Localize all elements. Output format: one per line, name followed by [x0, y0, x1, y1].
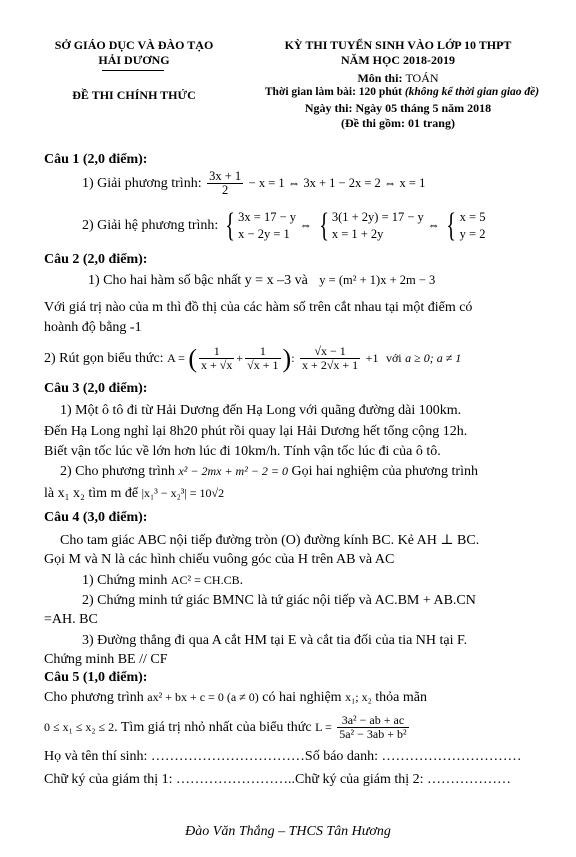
q1-part1	[82, 163, 425, 204]
q2-plus: +	[236, 351, 244, 365]
q1-iff-1: ⇔	[299, 218, 312, 232]
q1-p1-label: 1) Giải phương trình:	[82, 176, 202, 191]
q2-colon: :	[291, 351, 295, 365]
q5-fraction: $\frac{\text{3a² − ab + ac}}{\text{5a² − 3ab + b²}}$	[339, 713, 407, 742]
page-count: (Đề thi gồm: 01 trang)	[341, 116, 455, 130]
q1-p1-num: 3x + 1	[209, 168, 242, 183]
province-name: HẢI DƯƠNG	[98, 53, 170, 67]
subject-label: Môn thi:	[357, 71, 403, 85]
q4-line6: 3) Đường thẳng đi qua A cắt HM tại E và cắt tia đối của tia NH tại F.	[82, 633, 468, 648]
exam-title: KỲ THI TUYỂN SINH VÀO LỚP 10 THPT	[284, 38, 512, 52]
q2-paren-close: )	[282, 343, 292, 373]
q2-condition: a ≥ 0; a ≠ 1	[405, 351, 462, 365]
q2-part1	[88, 273, 435, 289]
q3-p1-line1: 1) Một ô tô đi từ Hải Dương đến Hạ Long với quãng đường dài 100km.	[60, 403, 462, 418]
q1-p1-rest: − x = 1 ⇔ 3x + 1 − 2x = 2 ⇔ x = 1	[248, 176, 426, 190]
candidate-info-line: Họ và tên thí sinh: ……………………………Số báo danh: …………………………	[44, 749, 522, 764]
q2-p1-line3: hoành độ bằng -1	[44, 320, 142, 335]
q2-p1-formula: y = (m² + 1)x + 2m − 3	[319, 273, 436, 287]
q5-title: Câu 5 (1,0 điểm):	[44, 670, 148, 685]
time-label: Thời gian làm bài: 120 phút	[264, 86, 402, 98]
q1-brace-2: {	[318, 206, 329, 244]
q2-p1-line2: Với giá trị nào của m thì đồ thị của các hàm số trên cắt nhau tại một điểm có	[44, 300, 473, 315]
q1-system-1: 3x = 17 − y x − 2y = 1	[238, 209, 296, 241]
school-year: NĂM HỌC 2018-2019	[341, 53, 455, 67]
q2-p1-text: 1) Cho hai hàm số bậc nhất y = x –3 và	[88, 273, 308, 288]
q3-title: Câu 3 (2,0 điểm):	[44, 381, 148, 396]
q2-title: Câu 2 (2,0 điểm):	[44, 252, 148, 267]
time-line	[242, 86, 562, 98]
author-credit: Đào Văn Thắng – THCS Tân Hương	[185, 824, 391, 839]
q4-line4: 2) Chứng minh tứ giác BMNC là tứ giác nội tiếp và AC.BM + AB.CN	[82, 593, 476, 608]
q3-condition: |x₁³ − x₂³| = 10√2	[141, 486, 225, 500]
q3-p1-line3: Biết vận tốc lúc về lớn hơn lúc đi 10km/h. Tính vận tốc lúc đi của ô tô.	[44, 444, 441, 459]
q2-paren-open: (	[188, 343, 198, 373]
q5-condition: 0 ≤ x₁ ≤ x₂ ≤ 2	[44, 720, 115, 734]
q1-system-2: 3(1 + 2y) = 17 − y x = 1 + 2y	[331, 209, 424, 241]
header-divider	[102, 70, 164, 71]
q5-equation: ax² + bx + c = 0 (a ≠ 0)	[147, 690, 259, 704]
q3-equation: x² − 2mx + m² − 2 = 0	[178, 464, 289, 478]
q1-p1-fraction	[207, 170, 243, 199]
q4-line2: Gọi M và N là các hình chiếu vuông góc của H trên AB và AC	[44, 552, 395, 567]
subject-line	[248, 71, 548, 86]
q2-p2-A: A =	[167, 351, 185, 365]
time-note: (không kể thời gian giao đề)	[404, 86, 540, 98]
q4-formula: AC² = CH.CB	[170, 573, 240, 587]
q2-tail: +1	[365, 351, 379, 365]
q3-p1-line2: Đến Hạ Long nghỉ lại 8h20 phút rồi quay lại Hải Dương hết tổng cộng 12h.	[44, 424, 468, 439]
q1-p1-den: 2	[222, 183, 229, 198]
q1-brace-1: {	[225, 206, 235, 244]
q1-part2	[82, 203, 485, 248]
q5-line2: 0 ≤ x₁ ≤ x₂ ≤ 2. Tìm giá trị nhỏ nhất của biểu thức L = $\frac{\text{3a² − ab + ac}}{\text{5a² − 3ab + b²}}$	[44, 713, 407, 742]
proctor-signature-line: Chữ ký của giám thị 1: ……………………..Chữ ký của giám thị 2: ………………	[44, 772, 512, 787]
q1-p2-label: 2) Giải hệ phương trình:	[82, 218, 219, 233]
q4-line1: Cho tam giác ABC nội tiếp đường tròn (O) đường kính BC. Kẻ AH ⊥ BC.	[60, 533, 480, 548]
q3-p2-line2: là x₁ x₂ tìm m để |x₁³ − x₂³| = 10√2	[44, 486, 225, 501]
q2-part2	[44, 336, 461, 381]
exam-date: Ngày thi: Ngày 05 tháng 5 năm 2018	[304, 101, 492, 115]
q5-L: L =	[315, 720, 332, 734]
q4-title: Câu 4 (3,0 điểm):	[44, 510, 148, 525]
q5-roots: x₁; x₂	[345, 690, 372, 704]
q2-fraction-1: $\frac{1}{x + √x}$	[201, 344, 233, 373]
q2-cond-label: với	[385, 351, 402, 365]
q4-line7: Chứng minh BE // CF	[44, 652, 168, 667]
subject-value: TOÁN	[405, 71, 439, 85]
q1-brace-3: {	[446, 206, 457, 244]
q5-line1: Cho phương trình ax² + bx + c = 0 (a ≠ 0) có hai nghiệm x₁; x₂ thỏa mãn	[44, 690, 427, 705]
q4-line5: =AH. BC	[44, 612, 98, 627]
q1-title: Câu 1 (2,0 điểm):	[44, 152, 148, 167]
department-name: SỞ GIÁO DỤC VÀ ĐÀO TẠO	[54, 38, 214, 52]
q2-p2-label: 2) Rút gọn biểu thức:	[44, 351, 164, 366]
q4-line3: 1) Chứng minh AC² = CH.CB.	[82, 573, 244, 588]
official-exam-label: ĐỀ THI CHÍNH THỨC	[72, 88, 196, 102]
q1-system-3: x = 5 y = 2	[459, 209, 486, 241]
q2-fraction-3: $\frac{√x - 1}{x + 2√x + 1}$	[302, 344, 359, 373]
q2-fraction-2: $\frac{1}{√x + 1}$	[247, 344, 279, 373]
q1-iff-2: ⇔	[427, 218, 440, 232]
q3-p2-line1: 2) Cho phương trình x² − 2mx + m² − 2 = 0 Gọi hai nghiệm của phương trình	[60, 464, 478, 479]
